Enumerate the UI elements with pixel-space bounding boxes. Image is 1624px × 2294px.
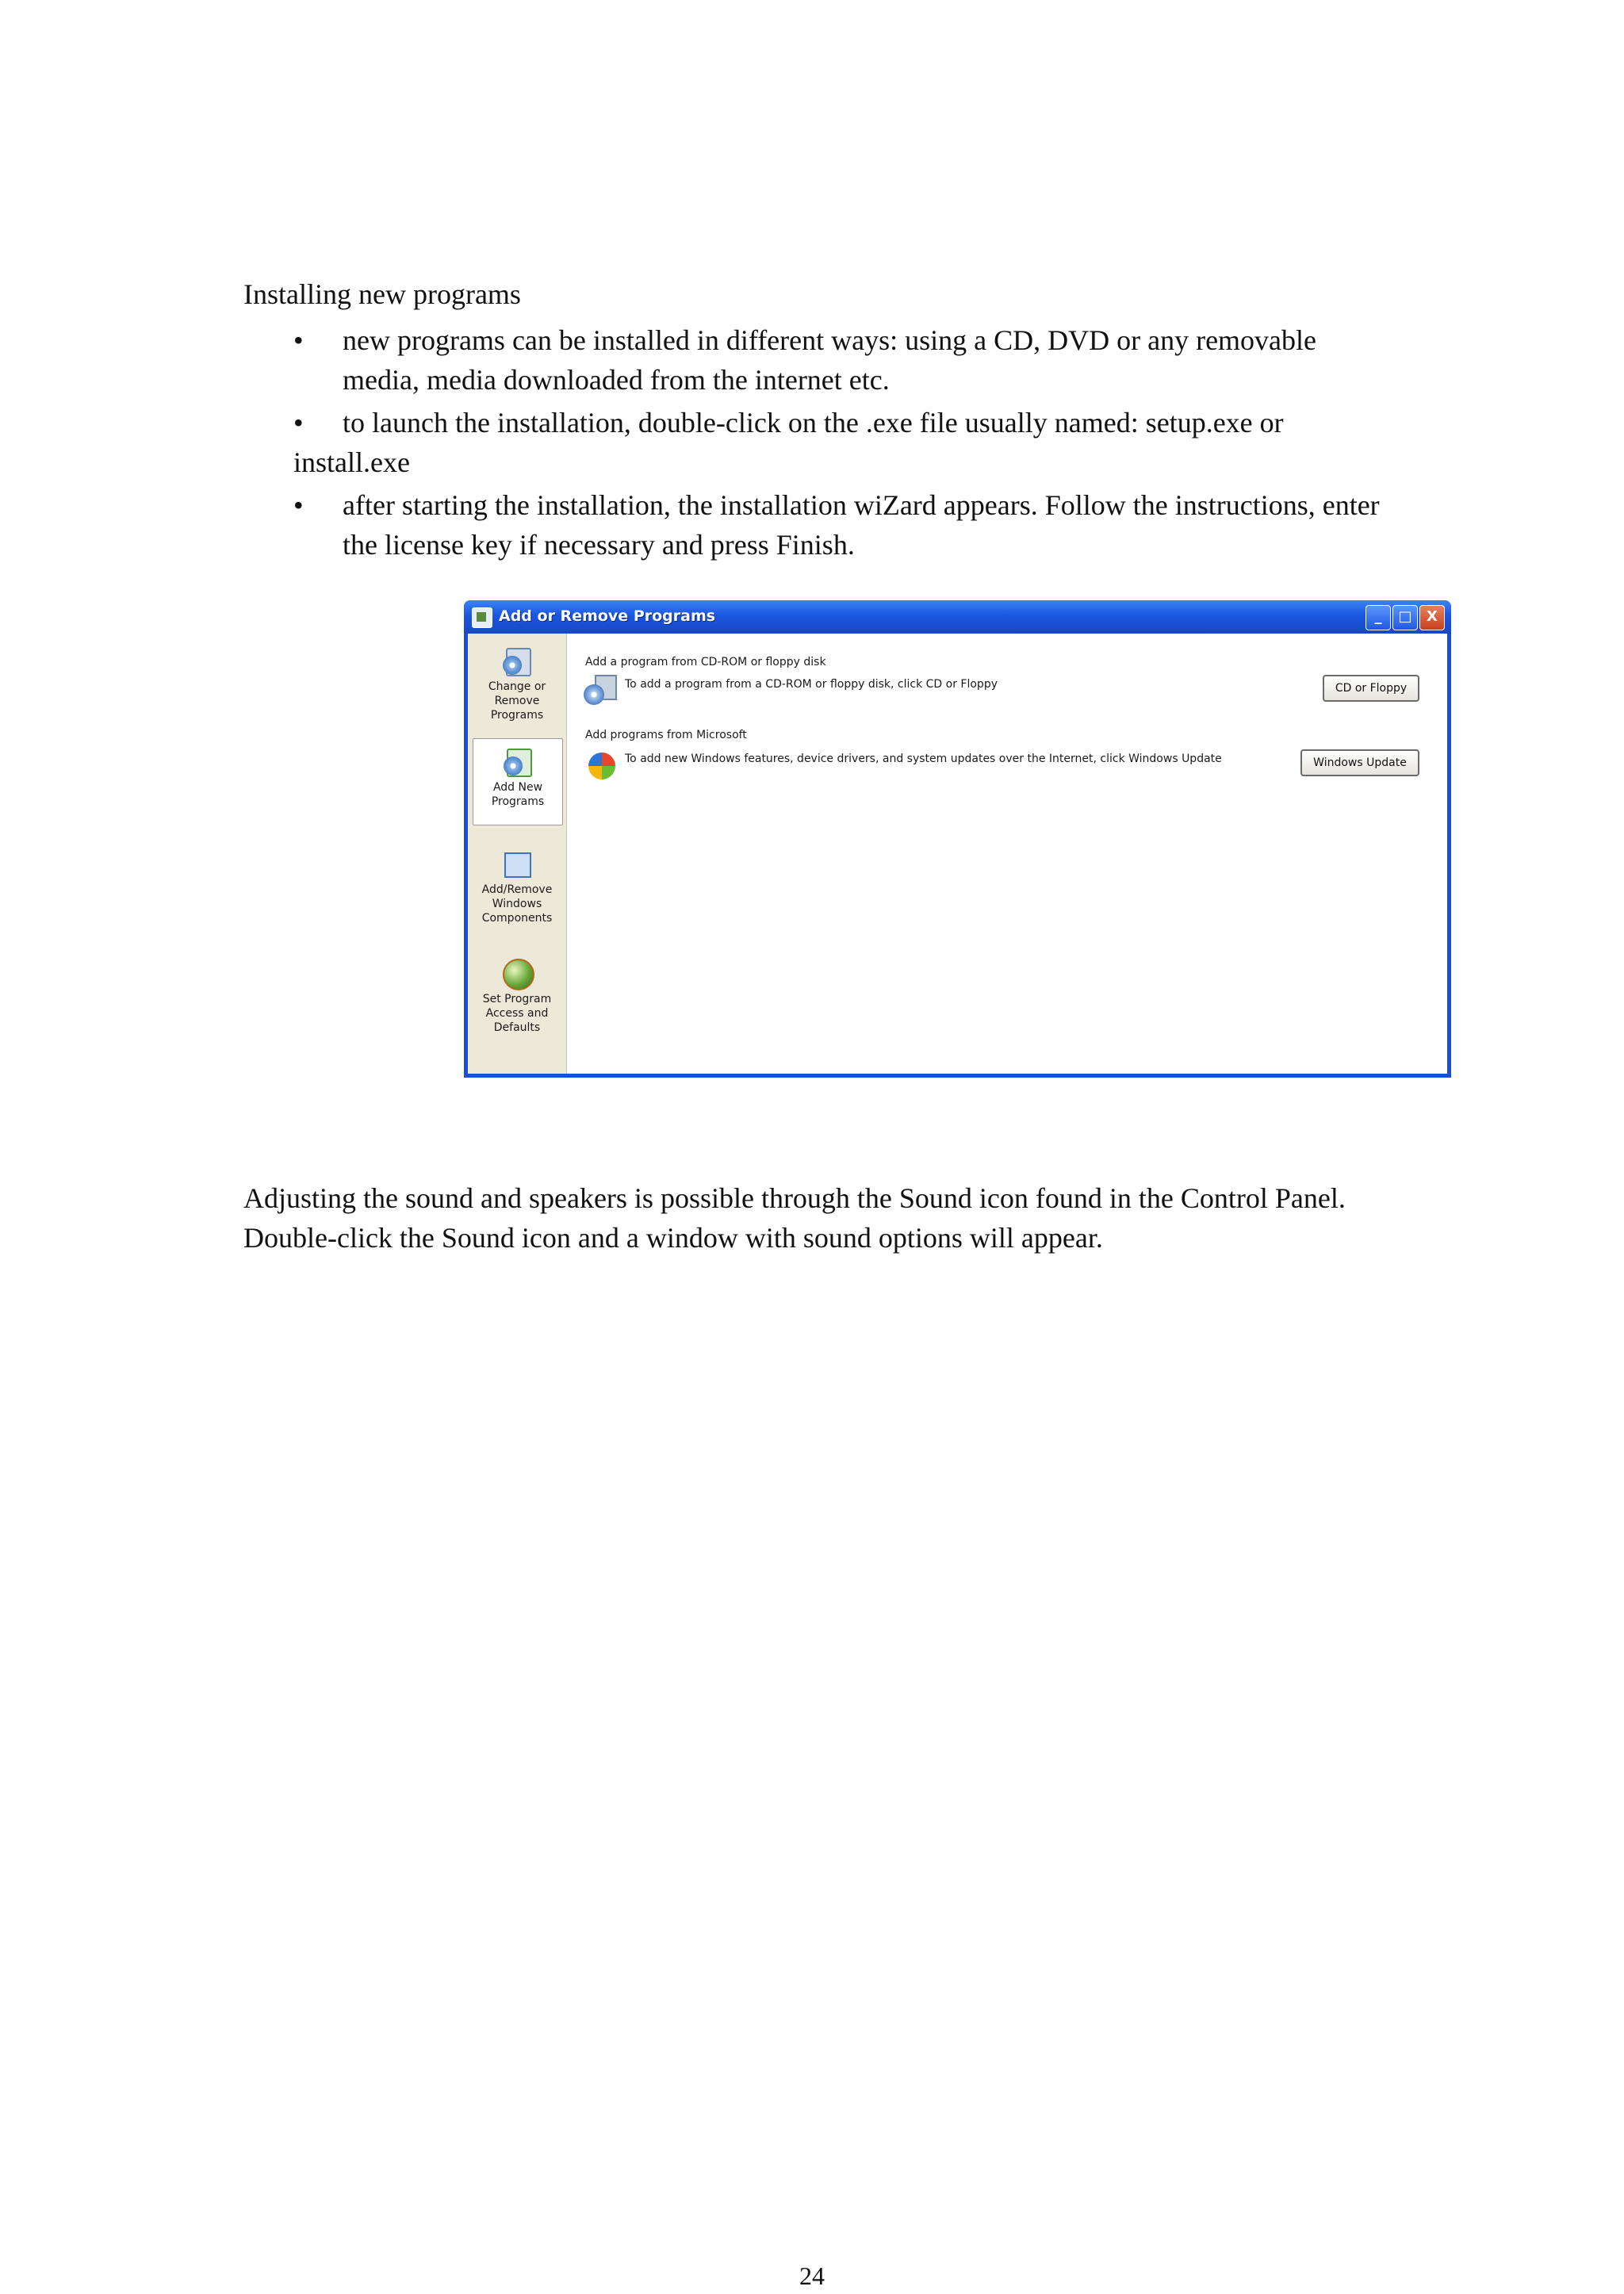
bullet-text: new programs can be installed in different ways: using a CD, DVD or any removable media, media downloaded from the internet etc. bbox=[343, 324, 1317, 396]
bullet-marker: • bbox=[293, 489, 304, 521]
section-heading-microsoft: Add programs from Microsoft bbox=[585, 729, 747, 741]
bullet-text: after starting the installation, the installation wiZard appears. Follow the instructions, enter the license key if necessary and press Finish. bbox=[343, 489, 1380, 561]
maximize-button[interactable]: □ bbox=[1392, 605, 1418, 630]
program-access-defaults-icon bbox=[501, 957, 533, 989]
cd-floppy-icon bbox=[584, 673, 619, 708]
sidebar-item-label: Set Program Access and Defaults bbox=[482, 993, 552, 1034]
windows-components-icon bbox=[501, 848, 533, 879]
window-client-area bbox=[468, 634, 1447, 1074]
section-heading-cd: Add a program from CD-ROM or floppy disk bbox=[585, 656, 826, 668]
windows-update-button[interactable]: Windows Update bbox=[1300, 749, 1419, 776]
bullet-item-3 bbox=[293, 485, 1388, 565]
cd-floppy-button[interactable]: CD or Floppy bbox=[1323, 675, 1419, 702]
sidebar-item-label: Change or Remove Programs bbox=[488, 680, 546, 722]
sidebar-item-program-access[interactable] bbox=[473, 951, 561, 1036]
bullet-marker: • bbox=[293, 407, 304, 439]
bullet-marker: • bbox=[293, 324, 304, 356]
bullet-item-2 bbox=[293, 403, 1388, 482]
sidebar-item-windows-components[interactable] bbox=[473, 841, 561, 927]
body-paragraph: Adjusting the sound and speakers is possible through the Sound icon found in the Control Panel. Double-click the Sound icon and a window with sound options will appear. bbox=[243, 1182, 1346, 1254]
section-description-cd: To add a program from a CD-ROM or floppy disk, click CD or Floppy bbox=[625, 678, 998, 691]
section-description-microsoft: To add new Windows features, device drivers, and system updates over the Internet, click Windows Update bbox=[625, 753, 1222, 765]
windows-update-icon bbox=[584, 748, 619, 783]
sidebar-item-label: Add/Remove Windows Components bbox=[481, 883, 553, 925]
add-remove-programs-screenshot bbox=[464, 600, 1451, 1078]
sidebar-item-change-remove[interactable] bbox=[473, 638, 561, 724]
sidebar-item-label: Add New Programs bbox=[491, 781, 545, 808]
section-heading: Installing new programs bbox=[243, 278, 521, 310]
minimize-button[interactable]: _ bbox=[1365, 605, 1391, 630]
close-button[interactable]: X bbox=[1419, 605, 1445, 630]
change-remove-programs-icon bbox=[501, 645, 533, 676]
window-title: Add or Remove Programs bbox=[499, 607, 716, 625]
window-titlebar bbox=[464, 600, 1451, 634]
page-number: 24 bbox=[799, 2261, 825, 2290]
main-content bbox=[577, 634, 1447, 1074]
bullet-list bbox=[293, 320, 1388, 568]
sidebar-item-add-new[interactable] bbox=[473, 738, 563, 825]
bullet-item-1 bbox=[293, 320, 1388, 400]
control-panel-icon bbox=[472, 607, 492, 628]
sidebar bbox=[468, 634, 567, 1074]
add-new-programs-icon bbox=[502, 745, 534, 777]
bullet-text: to launch the installation, double-click on the .exe file usually named: setup.exe or install.exe bbox=[293, 407, 1284, 478]
